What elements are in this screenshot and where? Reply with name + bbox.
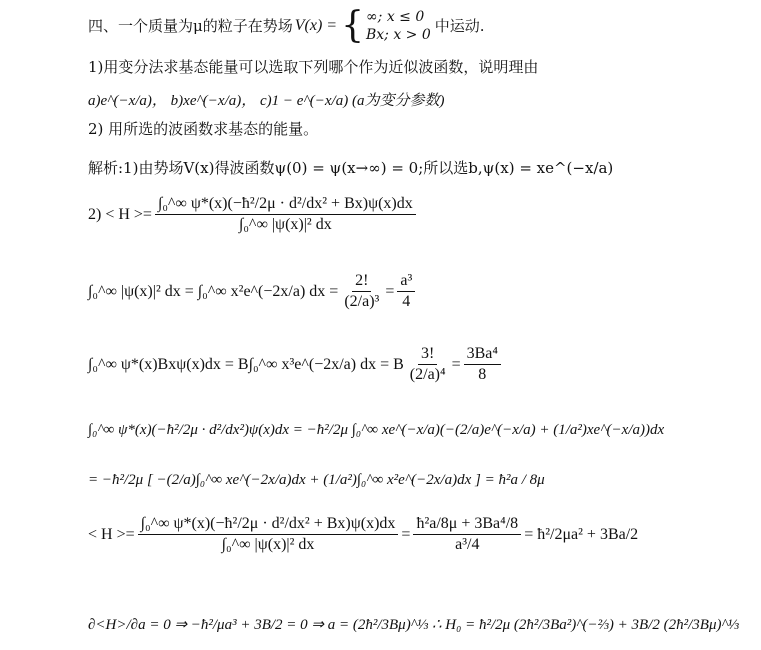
expectation-final-equals: = — [401, 525, 411, 543]
potential-term-equation — [88, 345, 504, 384]
expectation-definition — [88, 195, 419, 234]
kinetic-term-line-1: ∫₀^∞ ψ*(x)(−ħ²/2μ · d²/dx²)ψ(x)dx = −ħ²/2μ ∫₀^∞ xe^(−x/a)(−(2/a)e^(−x/a) + (1/a²)xe^(−x/a))dx — [88, 422, 665, 438]
potential-term-result — [464, 345, 501, 384]
normalization-fraction — [341, 272, 382, 311]
potential-cases — [366, 8, 431, 44]
solution-analysis: 解析:1)由势场V(x)得波函数ψ(0) = ψ(x→∞) = 0;所以选b,ψ(x) = xe^(−x/a) — [88, 159, 614, 177]
expectation-numerator: ∫₀^∞ ψ*(x)(−ħ²/2μ · d²/dx² + Bx)ψ(x)dx — [155, 195, 416, 215]
expectation-denominator: ∫₀^∞ |ψ(x)|² dx — [238, 216, 332, 233]
potential-case-1: ∞; x ≤ 0 — [365, 9, 425, 25]
normalization-lhs: ∫₀^∞ |ψ(x)|² dx = ∫₀^∞ x²e^(−2x/a) dx = — [88, 282, 339, 300]
question-1-options: a)e^(−x/a)， b)xe^(−x/a)， c)1 − e^(−x/a) (a为变分参数) — [88, 93, 445, 109]
expectation-final-fraction — [138, 515, 399, 554]
expectation-fraction — [155, 195, 416, 234]
normalization-result-denominator: 4 — [402, 293, 411, 310]
ground-state-energy-line: ∂<H>/∂a = 0 ⇒ −ħ²/μa³ + 3B/2 = 0 ⇒ a = (2ħ²/3Bμ)^⅓ ∴ H₀ = ħ²/2μ (2ħ²/3Ba²)^(−⅔) + 3B/2 (2ħ²/3Bμ)^⅓ — [88, 617, 740, 633]
normalization-result-numerator: a³ — [397, 272, 415, 292]
expectation-mid-denominator: a³/4 — [455, 536, 480, 553]
expectation-final-numerator: ∫₀^∞ ψ*(x)(−ħ²/2μ · d²/dx² + Bx)ψ(x)dx — [138, 515, 399, 535]
question-1: 1)用变分法求基态能量可以选取下列哪个作为近似波函数，说明理由 — [88, 58, 539, 76]
potential-term-equals: = — [451, 355, 461, 373]
problem-title-line — [88, 5, 485, 46]
question-2: 2) 用所选的波函数求基态的能量。 — [88, 120, 319, 138]
expectation-final — [88, 515, 638, 554]
potential-term-fraction — [407, 345, 449, 384]
potential-term-result-numerator: 3Ba⁴ — [464, 345, 501, 365]
expectation-mid-fraction — [413, 515, 521, 554]
potential-term-numerator: 3! — [418, 345, 437, 365]
potential-symbol: V(x) = — [294, 17, 338, 34]
potential-term-lhs: ∫₀^∞ ψ*(x)Bxψ(x)dx = B∫₀^∞ x³e^(−2x/a) dx = B — [88, 355, 404, 373]
normalization-equation — [88, 272, 418, 311]
expectation-mid-numerator: ħ²a/8μ + 3Ba⁴/8 — [413, 515, 521, 535]
potential-term-result-denominator: 8 — [478, 366, 487, 383]
normalization-result — [397, 272, 415, 311]
problem-title-suffix: 中运动. — [434, 17, 485, 35]
expectation-final-label: < H >= — [88, 525, 135, 543]
potential-term-denominator: (2/a)⁴ — [409, 366, 446, 383]
potential-case-2: Bx; x > 0 — [365, 27, 431, 43]
normalization-denominator: (2/a)³ — [344, 293, 380, 310]
expectation-final-result: = ħ²/2μa² + 3Ba/2 — [524, 525, 639, 543]
normalization-numerator: 2! — [352, 272, 371, 292]
expectation-final-denominator: ∫₀^∞ |ψ(x)|² dx — [221, 536, 315, 553]
expectation-label: 2) < H >= — [88, 205, 152, 223]
cases-brace: { — [341, 5, 364, 46]
problem-title-prefix: 四、一个质量为μ的粒子在势场 — [88, 17, 293, 35]
kinetic-term-line-2: = −ħ²/2μ [ −(2/a)∫₀^∞ xe^(−2x/a)dx + (1/a²)∫₀^∞ x²e^(−2x/a)dx ] = ħ²a / 8μ — [88, 472, 545, 488]
normalization-equals: = — [385, 282, 395, 300]
